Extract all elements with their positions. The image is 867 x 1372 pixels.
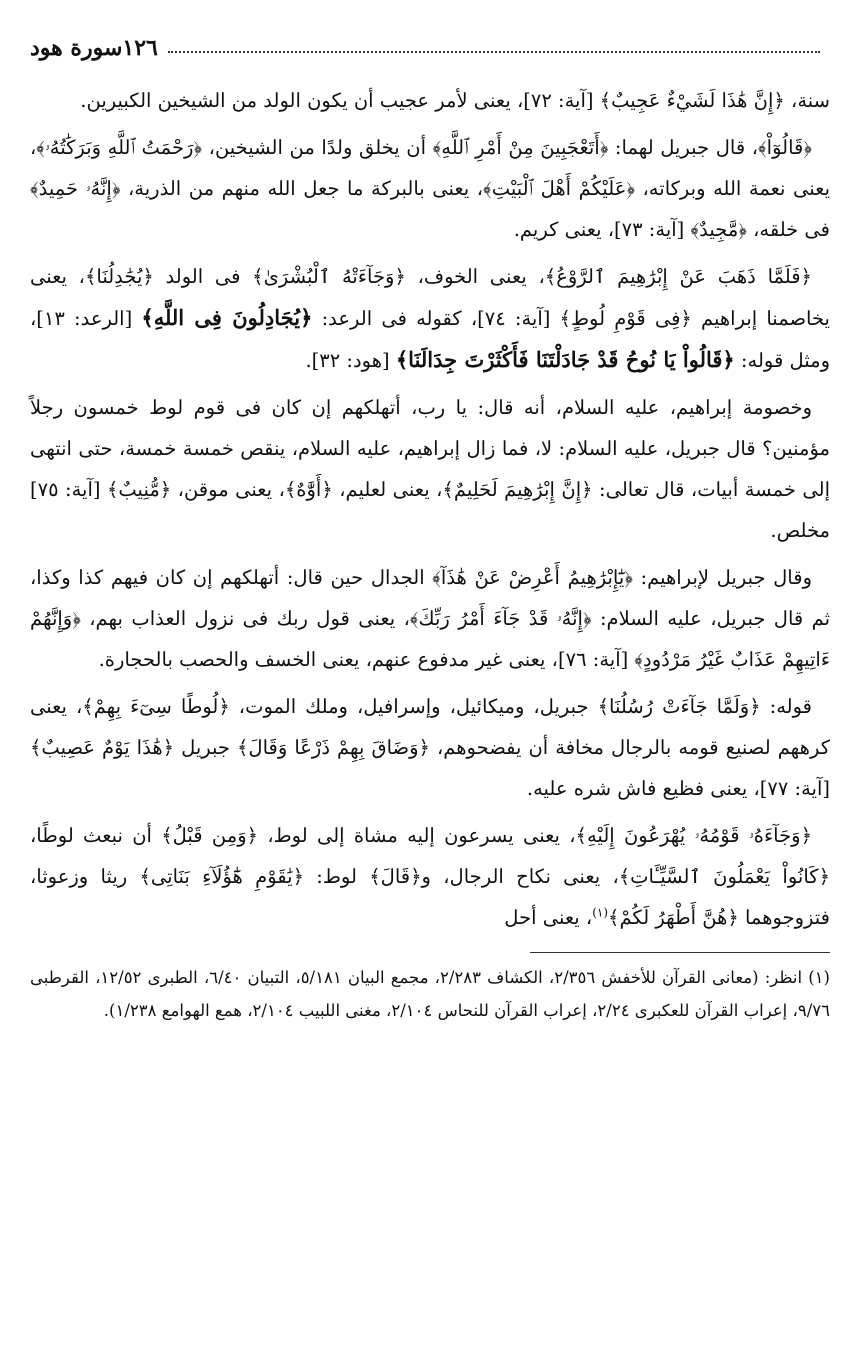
footnote-divider xyxy=(530,952,830,953)
page-header xyxy=(30,28,830,68)
page-number: ١٢٦ xyxy=(122,35,158,61)
paragraph-3 xyxy=(30,256,830,381)
document-page xyxy=(30,28,830,1348)
paragraph-3-end: [هود: ٣٢]. xyxy=(305,349,396,372)
paragraph-5: وقال جبريل لإبراهيم: ﴿يَٰٓإِبْرَٰهِيمُ أَعْرِضْ عَنْ هَٰذَآ﴾ الجدال حين قال: أتهلكهم إن كان فيهم كذا وكذا، ثم قال جبريل، عليه السلام: ﴿إِنَّهُۥ قَدْ جَآءَ أَمْرُ رَبِّكَ﴾، يعنى قول ربك فى نزول العذاب بهم، ﴿وَإِنَّهُمْ ءَاتِيهِمْ عَذَابٌ غَيْرُ مَرْدُودٍ﴾ [آية: ٧٦]، يعنى غير مدفوع عنهم، يعنى الخسف والحصب بالحجارة. xyxy=(30,566,830,671)
main-text xyxy=(30,80,830,938)
paragraph-2: ﴿قَالُوٓاْ﴾، قال جبريل لهما: ﴿أَتَعْجَبِينَ مِنْ أَمْرِ ٱللَّهِ﴾ أن يخلق ولدًا من الشيخين، ﴿رَحْمَتُ ٱللَّهِ وَبَرَكَٰتُهُۥ﴾، يعنى نعمة الله وبركاته، ﴿عَلَيْكُمْ أَهْلَ ٱلْبَيْتِ﴾، يعنى بالبركة ما جعل الله منهم من الذرية، ﴿إِنَّهُۥ حَمِيدٌ﴾ فى خلقه، ﴿مَّجِيدٌ﴾ [آية: ٧٣]، يعنى كريم. xyxy=(30,136,830,241)
footnote-1: (١) انظر: (معانى القرآن للأخفش ٢/٣٥٦، الكشاف ٢/٢٨٣، مجمع البيان ٥/١٨١، التبيان ٦/٤٠، الطبرى ١٢/٥٢، القرطبى ٩/٧٦، إعراب القرآن للعكبرى ٢/٢٤، إعراب القرآن للنحاس ٢/١٠٤، مغنى اللبيب ٢/١٠٤، همع الهوامع ١/٢٣٨). xyxy=(30,968,830,1020)
paragraph-7 xyxy=(30,815,830,938)
paragraph-7-text: ﴿وَجَآءَهُۥ قَوْمُهُۥ يُهْرَعُونَ إِلَيْهِ﴾، يعنى يسرعون إليه مشاة إلى لوط، ﴿وَمِن قَبْلُ﴾ أن نبعث لوطًا، ﴿كَانُواْ يَعْمَلُونَ ٱلسَّيِّـَٔاتِ﴾، يعنى نكاح الرجال، و﴿قَالَ﴾ لوط: ﴿يَٰقَوْمِ هَٰٓؤُلَآءِ بَنَاتِى﴾ ريثا وزعوثا، فتزوجوهما ﴿هُنَّ أَطْهَرُ لَكُمْ﴾ xyxy=(30,824,830,929)
paragraph-3-middle: [الرعد: ١٣]، ومثل قوله: xyxy=(30,307,830,372)
paragraph-7-end: ، يعنى أحل xyxy=(504,906,593,929)
quran-quote-bold-1: ﴿يُجَادِلُونَ فِى اللَّهِ﴾ xyxy=(141,305,313,330)
footnotes xyxy=(30,961,830,1027)
paragraph-6: قوله: ﴿وَلَمَّا جَآءَتْ رُسُلُنَا﴾ جبريل، وميكائيل، وإسرافيل، وملك الموت، ﴿لُوطًا سِىٓءَ بِهِمْ﴾، يعنى كرههم لصنيع قومه بالرجال مخافة أن يفضحوهم، ﴿وَضَاقَ بِهِمْ ذَرْعًا وَقَالَ﴾ جبريل ﴿هَٰذَا يَوْمٌ عَصِيبٌ﴾ [آية: ٧٧]، يعنى فظيع فاش شره عليه. xyxy=(30,695,830,800)
chapter-title: سورة هود xyxy=(30,35,123,61)
footnote-reference: (١) xyxy=(592,905,609,920)
header-dotted-leader xyxy=(168,51,820,53)
paragraph-1: سنة، ﴿إِنَّ هَٰذَا لَشَيْءٌ عَجِيبٌ﴾ [آية: ٧٢]، يعنى لأمر عجيب أن يكون الولد من الشيخين الكبيرين. xyxy=(80,89,830,112)
paragraph-4: وخصومة إبراهيم، عليه السلام، أنه قال: يا رب، أتهلكهم إن كان فى قوم لوط خمسون رجلاً مؤمنين؟ قال جبريل، عليه السلام: لا، فما زال إبراهيم، عليه السلام، ينقص خمسة خمسة، حتى انتهى إلى خمسة أبيات، قال تعالى: ﴿إِنَّ إِبْرَٰهِيمَ لَحَلِيمٌ﴾، يعنى لعليم، ﴿أَوَّٰهٌ﴾، يعنى موقن، ﴿مُّنِيبٌ﴾ [آية: ٧٥] مخلص. xyxy=(30,396,830,542)
quran-quote-bold-2: ﴿قَالُواْ يَا نُوحُ قَدْ جَادَلْتَنَا فَأَكْثَرْتَ جِدَالَنَا﴾ xyxy=(395,347,735,372)
paragraph-3-text: ﴿فَلَمَّا ذَهَبَ عَنْ إِبْرَٰهِيمَ ٱلرَّوْعُ﴾، يعنى الخوف، ﴿وَجَآءَتْهُ ٱلْبُشْرَىٰ﴾ فى الولد ﴿يُجَٰدِلُنَا﴾، يعنى يخاصمنا إبراهيم ﴿فِى قَوْمِ لُوطٍ﴾ [آية: ٧٤]، كقوله فى الرعد: xyxy=(30,265,830,330)
